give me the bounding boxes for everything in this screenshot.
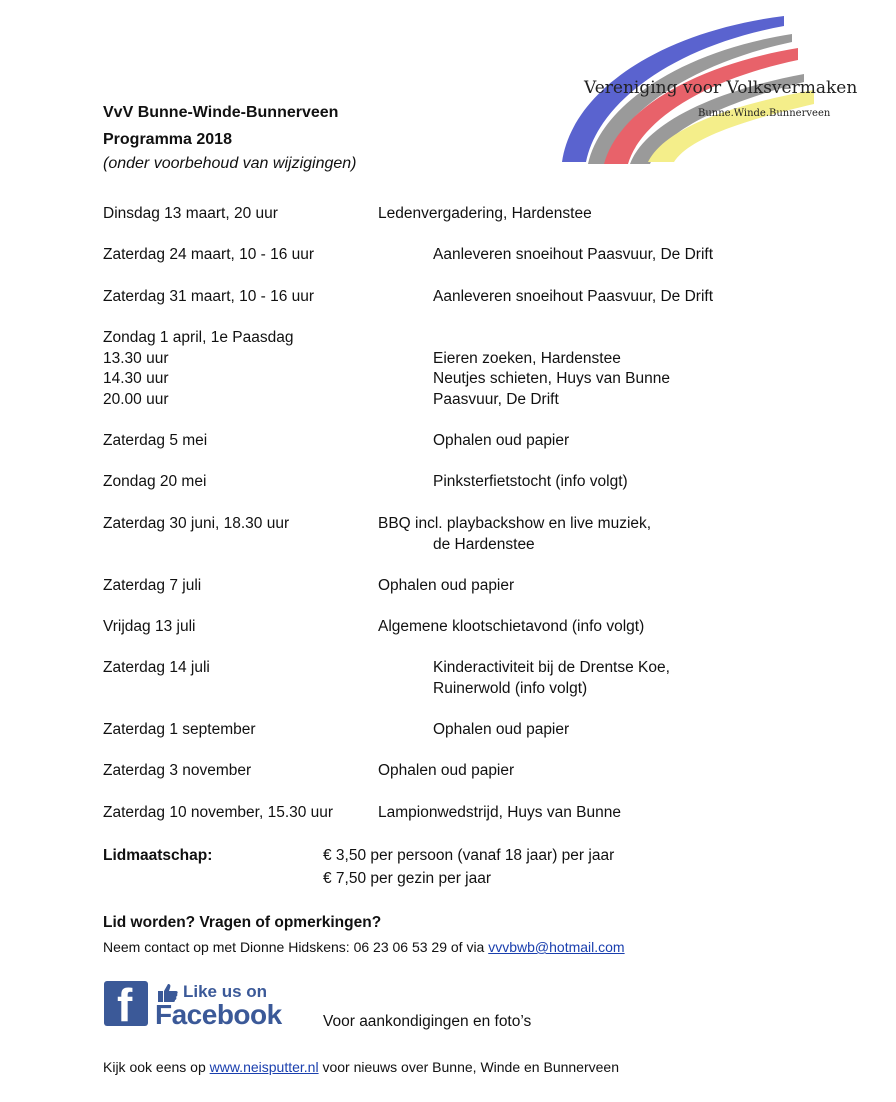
event-desc: Eieren zoeken, Hardenstee — [433, 350, 621, 367]
email-link[interactable]: vvvbwb@hotmail.com — [488, 939, 625, 955]
footer-text-after: voor nieuws over Bunne, Winde en Bunnerveen — [318, 1059, 619, 1075]
event-desc: Aanleveren snoeihout Paasvuur, De Drift — [433, 288, 714, 305]
logo-name: Vereniging voor Volksvermaken — [584, 78, 858, 98]
event-date: Zaterdag 5 mei — [103, 432, 208, 449]
event-desc: Ophalen oud papier — [378, 762, 515, 779]
event-date: Dinsdag 13 maart, 20 uur — [103, 205, 278, 222]
event-desc: BBQ incl. playbackshow en live muziek, — [378, 515, 652, 532]
event-desc: Ophalen oud papier — [433, 721, 570, 738]
event-desc: Paasvuur, De Drift — [433, 391, 559, 408]
facebook-wordmark[interactable]: Facebook — [155, 999, 282, 1030]
event-desc: Lampionwedstrijd, Huys van Bunne — [378, 804, 621, 821]
contact-text: Neem contact op met Dionne Hidskens: 06 23 06 53 29 of via — [103, 939, 489, 955]
footer-line — [103, 1059, 619, 1075]
facebook-like-text: Like us on — [183, 982, 268, 1001]
event-desc: Aanleveren snoeihout Paasvuur, De Drift — [433, 246, 714, 263]
membership-label: Lidmaatschap: — [103, 847, 213, 864]
event-date: Zaterdag 3 november — [103, 762, 252, 779]
membership-family-price: € 7,50 per gezin per jaar — [323, 870, 492, 887]
contact-heading: Lid worden? Vragen of opmerkingen? — [103, 914, 382, 931]
disclaimer-note: (onder voorbehoud van wijzigingen) — [103, 155, 357, 172]
program-title: Programma 2018 — [103, 131, 232, 148]
event-date: Vrijdag 13 juli — [103, 618, 196, 635]
event-desc: Ophalen oud papier — [433, 432, 570, 449]
event-time: 14.30 uur — [103, 370, 169, 387]
event-date: Zaterdag 24 maart, 10 - 16 uur — [103, 246, 315, 263]
event-desc: Pinksterfietstocht (info volgt) — [433, 473, 628, 490]
event-desc-continued: de Hardenstee — [433, 536, 535, 553]
event-desc: Kinderactiviteit bij de Drentse Koe, — [433, 659, 670, 676]
org-title: VvV Bunne-Winde-Bunnerveen — [103, 104, 339, 121]
event-desc: Neutjes schieten, Huys van Bunne — [433, 370, 670, 387]
facebook-caption: Voor aankondigingen en foto’s — [323, 1013, 532, 1030]
contact-line — [103, 939, 625, 955]
event-date: Zaterdag 10 november, 15.30 uur — [103, 804, 334, 821]
event-date: Zaterdag 14 juli — [103, 659, 210, 676]
event-date: Zondag 20 mei — [103, 473, 207, 490]
event-date: Zaterdag 31 maart, 10 - 16 uur — [103, 288, 315, 305]
event-desc: Ledenvergadering, Hardenstee — [378, 205, 592, 222]
facebook-f-icon: f — [117, 979, 133, 1031]
event-time: 13.30 uur — [103, 350, 169, 367]
event-desc: Ophalen oud papier — [378, 577, 515, 594]
event-time: 20.00 uur — [103, 391, 169, 408]
website-link[interactable]: www.neisputter.nl — [209, 1059, 319, 1075]
event-date: Zaterdag 1 september — [103, 721, 256, 738]
footer-text-before: Kijk ook eens op — [103, 1059, 210, 1075]
event-date: Zaterdag 30 juni, 18.30 uur — [103, 515, 290, 532]
event-date: Zaterdag 7 juli — [103, 577, 202, 594]
membership-person-price: € 3,50 per persoon (vanaf 18 jaar) per jaar — [323, 847, 615, 864]
event-desc: Algemene klootschietavond (info volgt) — [378, 618, 645, 635]
logo-subtitle: Bunne.Winde.Bunnerveen — [698, 108, 831, 119]
event-date: Zondag 1 april, 1e Paasdag — [103, 329, 294, 346]
event-desc-continued: Ruinerwold (info volgt) — [433, 680, 588, 697]
